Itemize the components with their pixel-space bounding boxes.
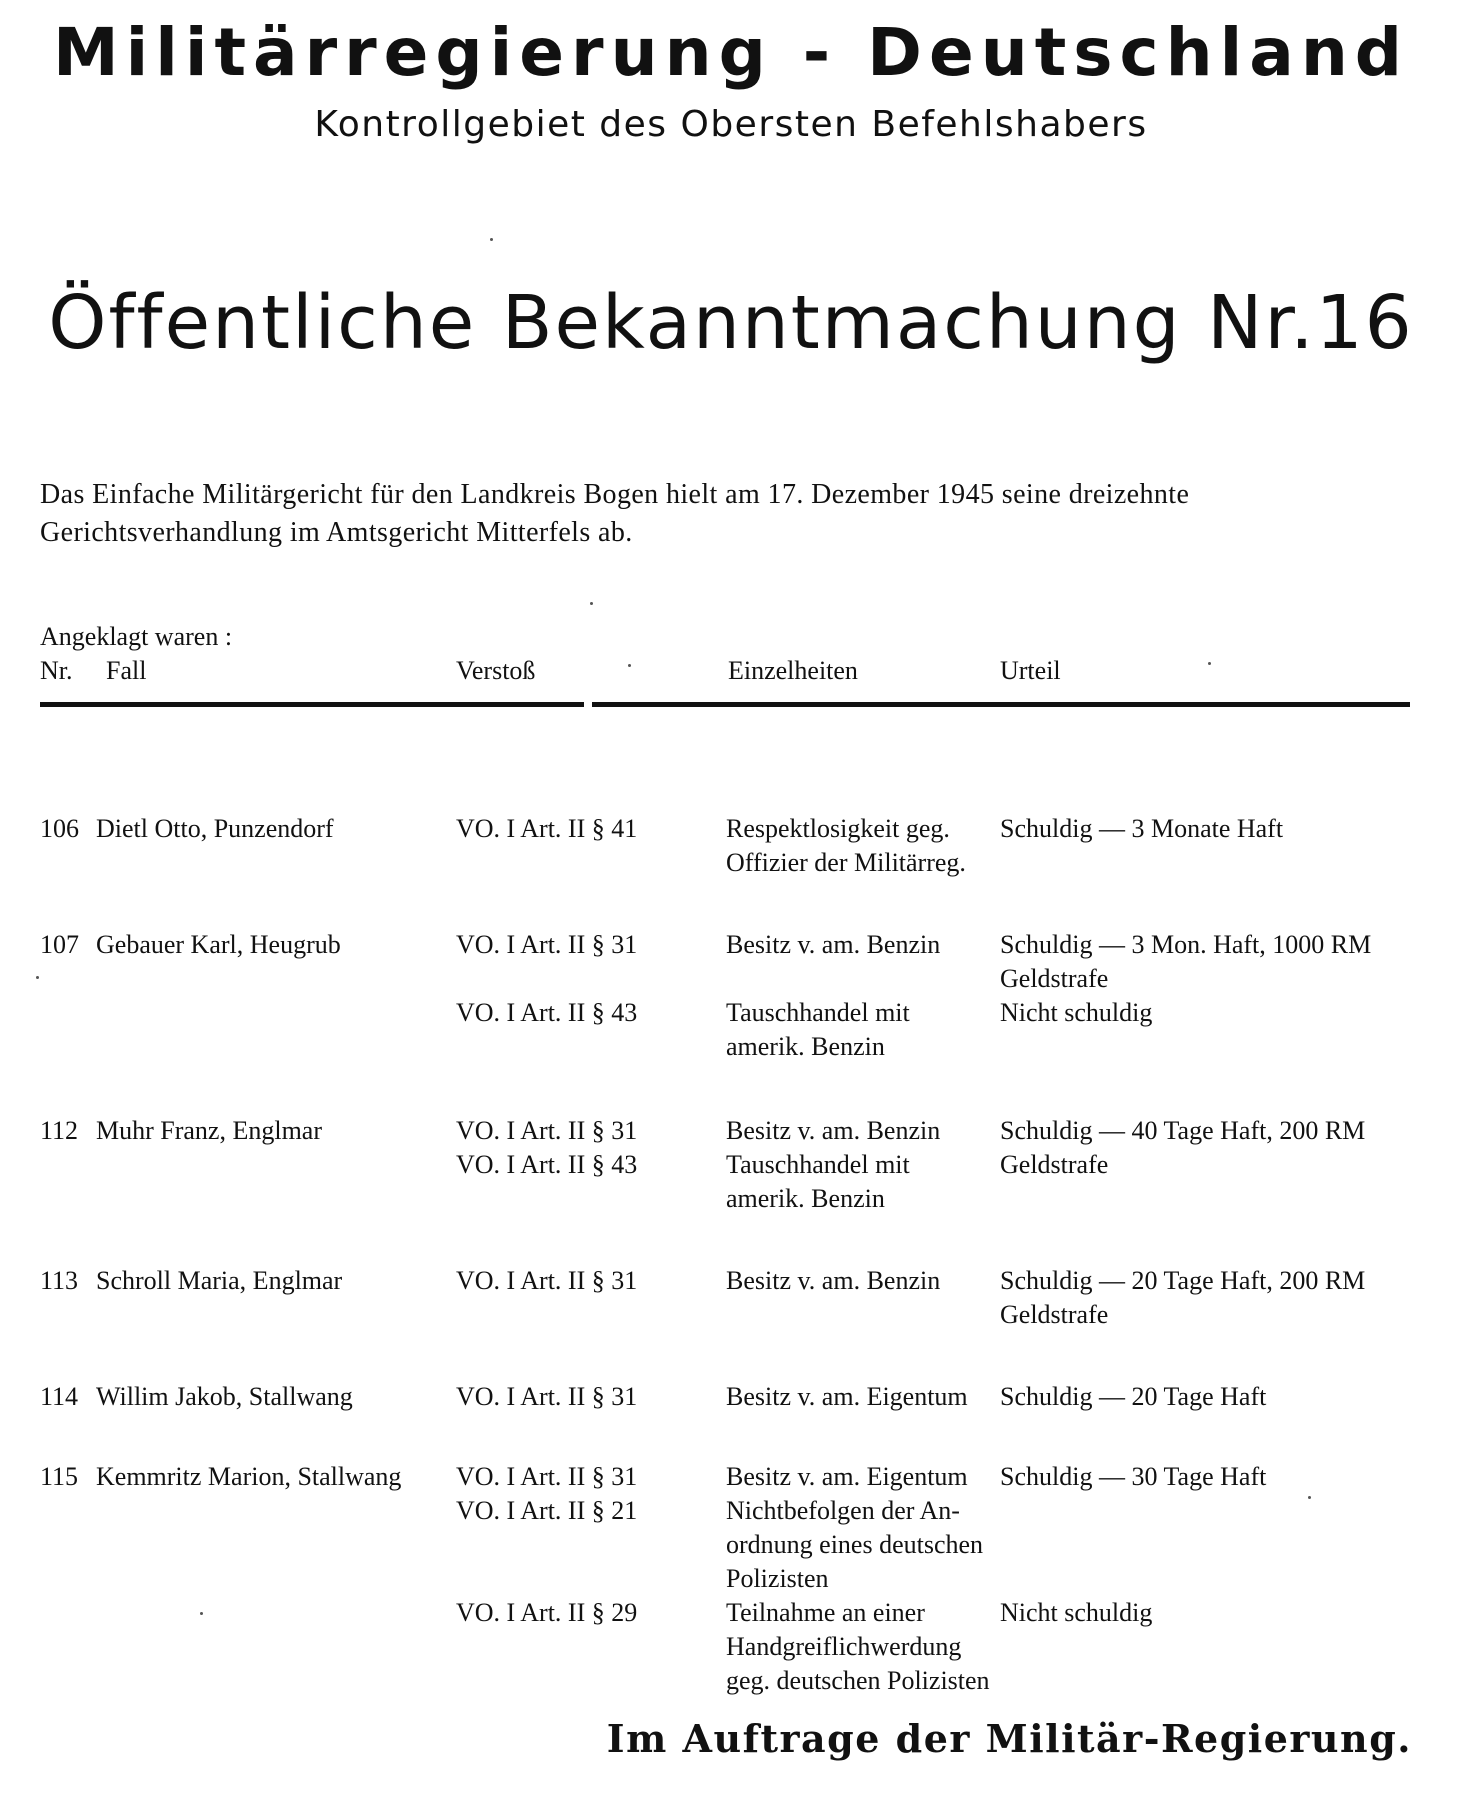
case-number: 107 bbox=[40, 930, 79, 959]
offense-detail: Polizisten bbox=[726, 1564, 829, 1593]
case-name: Muhr Franz, Englmar bbox=[96, 1116, 323, 1145]
offense-detail: Besitz v. am. Benzin bbox=[726, 1116, 941, 1145]
case-number: 106 bbox=[40, 814, 79, 843]
column-header-details: Einzelheiten bbox=[728, 656, 858, 685]
verdict: Nicht schuldig bbox=[1000, 1598, 1153, 1627]
print-speck bbox=[200, 1612, 203, 1615]
verdict: Nicht schuldig bbox=[1000, 998, 1153, 1027]
case-name: Dietl Otto, Punzendorf bbox=[96, 814, 334, 843]
verdict: Geldstrafe bbox=[1000, 1150, 1109, 1179]
offense-detail: geg. deutschen Polizisten bbox=[726, 1666, 990, 1695]
offense-detail: Teilnahme an einer bbox=[726, 1598, 925, 1627]
intro-paragraph bbox=[40, 476, 1420, 552]
offense-law: VO. I Art. II § 21 bbox=[456, 1496, 638, 1525]
case-name: Gebauer Karl, Heugrub bbox=[96, 930, 341, 959]
offense-detail: amerik. Benzin bbox=[726, 1032, 885, 1061]
column-header-verdict: Urteil bbox=[1000, 656, 1061, 685]
verdict: Schuldig — 3 Mon. Haft, 1000 RM bbox=[1000, 930, 1372, 959]
offense-law: VO. I Art. II § 41 bbox=[456, 814, 638, 843]
column-header-nr: Nr. bbox=[40, 656, 73, 685]
accused-label: Angeklagt waren : bbox=[40, 622, 233, 651]
verdict: Schuldig — 40 Tage Haft, 200 RM bbox=[1000, 1116, 1366, 1145]
print-speck bbox=[490, 238, 493, 241]
case-name: Willim Jakob, Stallwang bbox=[96, 1382, 353, 1411]
verdict: Geldstrafe bbox=[1000, 964, 1109, 993]
verdict: Schuldig — 20 Tage Haft, 200 RM bbox=[1000, 1266, 1366, 1295]
print-speck bbox=[590, 602, 593, 605]
offense-detail: Nichtbefolgen der An- bbox=[726, 1496, 960, 1525]
offense-detail: Handgreiflichwerdung bbox=[726, 1632, 962, 1661]
column-header-offense: Verstoß bbox=[456, 656, 536, 685]
case-number: 113 bbox=[40, 1266, 79, 1295]
intro-line: Das Einfache Militärgericht für den Landkreis Bogen hielt am 17. Dezember 1945 seine dreizehnte bbox=[40, 479, 1190, 510]
offense-detail: Besitz v. am. Eigentum bbox=[726, 1382, 968, 1411]
offense-law: VO. I Art. II § 31 bbox=[456, 1382, 638, 1411]
offense-detail: Offizier der Militärreg. bbox=[726, 848, 966, 877]
header-subtitle: Kontrollgebiet des Obersten Befehlshabers bbox=[314, 104, 1148, 145]
print-speck bbox=[36, 976, 39, 979]
print-speck bbox=[628, 664, 631, 667]
verdict: Schuldig — 30 Tage Haft bbox=[1000, 1462, 1267, 1491]
announcement-title: Öffentliche Bekanntmachung Nr.16 bbox=[48, 280, 1414, 366]
offense-detail: amerik. Benzin bbox=[726, 1184, 885, 1213]
case-number: 112 bbox=[40, 1116, 79, 1145]
print-speck bbox=[1308, 1496, 1311, 1499]
verdict: Geldstrafe bbox=[1000, 1300, 1109, 1329]
offense-law: VO. I Art. II § 31 bbox=[456, 1462, 638, 1491]
column-header-case: Fall bbox=[106, 656, 147, 685]
offense-law: VO. I Art. II § 31 bbox=[456, 1266, 638, 1295]
offense-law: VO. I Art. II § 31 bbox=[456, 930, 638, 959]
header-divider bbox=[40, 702, 1410, 707]
verdict: Schuldig — 20 Tage Haft bbox=[1000, 1382, 1267, 1411]
case-number: 115 bbox=[40, 1462, 79, 1491]
offense-detail: Tauschhandel mit bbox=[726, 998, 910, 1027]
offense-law: VO. I Art. II § 31 bbox=[456, 1116, 638, 1145]
offense-law: VO. I Art. II § 43 bbox=[456, 1150, 638, 1179]
offense-detail: Besitz v. am. Benzin bbox=[726, 1266, 941, 1295]
header-divider-gap bbox=[584, 700, 592, 709]
offense-law: VO. I Art. II § 29 bbox=[456, 1598, 638, 1627]
case-number: 114 bbox=[40, 1382, 79, 1411]
offense-law: VO. I Art. II § 43 bbox=[456, 998, 638, 1027]
offense-detail: ordnung eines deutschen bbox=[726, 1530, 984, 1559]
verdict: Schuldig — 3 Monate Haft bbox=[1000, 814, 1284, 843]
case-name: Schroll Maria, Englmar bbox=[96, 1266, 343, 1295]
print-speck bbox=[1208, 662, 1211, 665]
intro-line: Gerichtsverhandlung im Amtsgericht Mitterfels ab. bbox=[40, 517, 633, 548]
offense-detail: Tauschhandel mit bbox=[726, 1150, 910, 1179]
offense-detail: Respektlosigkeit geg. bbox=[726, 814, 950, 843]
signature: Im Auftrage der Militär-Regierung. bbox=[606, 1716, 1412, 1761]
offense-detail: Besitz v. am. Eigentum bbox=[726, 1462, 968, 1491]
offense-detail: Besitz v. am. Benzin bbox=[726, 930, 941, 959]
header-title: Militärregierung - Deutschland bbox=[52, 14, 1410, 91]
case-name: Kemmritz Marion, Stallwang bbox=[96, 1462, 402, 1491]
